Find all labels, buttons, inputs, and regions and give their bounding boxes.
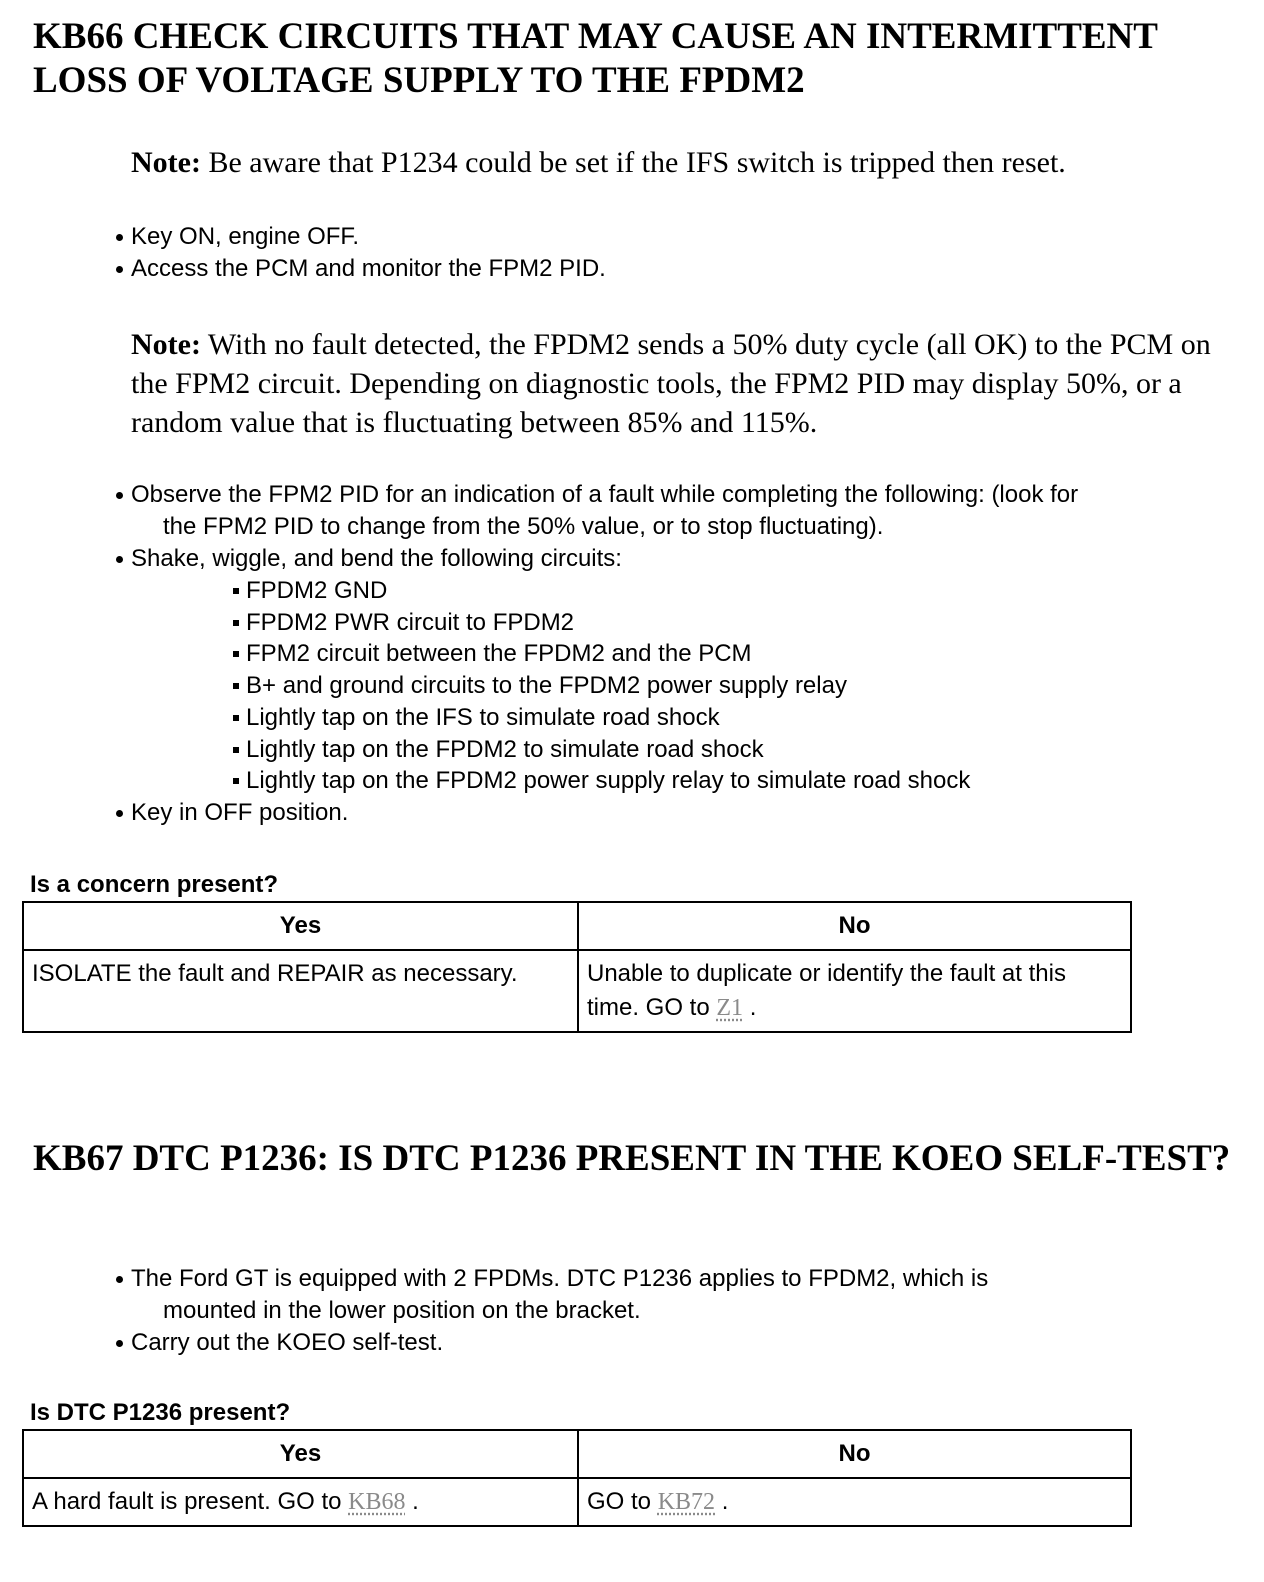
note-duty-cycle bbox=[131, 325, 1221, 442]
circuit-item: Lightly tap on the FPDM2 to simulate road shock bbox=[231, 734, 1233, 766]
yes-cell bbox=[23, 1478, 578, 1526]
observe-line-1: Observe the FPM2 PID for an indication of a fault while completing the following: (look for bbox=[131, 481, 1079, 508]
link-z1[interactable]: Z1 bbox=[716, 995, 744, 1021]
circuit-list bbox=[131, 575, 1233, 797]
list-item bbox=[113, 543, 1233, 797]
link-kb72[interactable]: KB72 bbox=[657, 1489, 716, 1515]
yes-header: Yes bbox=[23, 902, 578, 950]
no-cell-tail: . bbox=[743, 994, 757, 1021]
kb66-heading: KB66 CHECK CIRCUITS THAT MAY CAUSE AN INTERMITTENT LOSS OF VOLTAGE SUPPLY TO THE FPDM2 bbox=[33, 16, 1158, 101]
no-cell-tail: . bbox=[715, 1488, 729, 1515]
table-header-row bbox=[23, 902, 1131, 950]
kb67-heading: KB67 DTC P1236: IS DTC P1236 PRESENT IN THE KOEO SELF-TEST? bbox=[33, 1138, 1231, 1179]
no-cell-text: GO to bbox=[587, 1488, 658, 1515]
note-text: Be aware that P1234 could be set if the IFS switch is tripped then reset. bbox=[200, 146, 1066, 179]
list-item: Key in OFF position. bbox=[113, 797, 1233, 829]
circuit-item: Lightly tap on the IFS to simulate road shock bbox=[231, 702, 1233, 734]
kb66-steps-2 bbox=[113, 479, 1233, 829]
note-label: Note: bbox=[131, 328, 201, 361]
kb66-steps-1 bbox=[113, 221, 1233, 285]
circuit-item: FPM2 circuit between the FPDM2 and the PCM bbox=[231, 638, 1233, 670]
circuit-item: B+ and ground circuits to the FPDM2 power supply relay bbox=[231, 670, 1233, 702]
table-row bbox=[23, 1478, 1131, 1526]
note-text: With no fault detected, the FPDM2 sends a 50% duty cycle (all OK) to the PCM on the FPM2 circuit. Depending on diagnostic tools, the FPM2 PID may display 50%, or a random value that is fluctuating between 85% and 115%. bbox=[131, 328, 1211, 439]
table-header-row bbox=[23, 1430, 1131, 1478]
yes-header: Yes bbox=[23, 1430, 578, 1478]
list-item bbox=[113, 1263, 1233, 1327]
list-item bbox=[113, 479, 1233, 543]
concern-question: Is a concern present? bbox=[30, 871, 279, 898]
link-kb68[interactable]: KB68 bbox=[348, 1489, 406, 1515]
no-header: No bbox=[578, 902, 1131, 950]
concern-table bbox=[22, 901, 1132, 1033]
note-label: Note: bbox=[131, 146, 201, 179]
table-row bbox=[23, 950, 1131, 1032]
list-item: Carry out the KOEO self-test. bbox=[113, 1327, 1233, 1359]
dtc-table bbox=[22, 1429, 1132, 1527]
circuit-item: FPDM2 PWR circuit to FPDM2 bbox=[231, 607, 1233, 639]
no-cell bbox=[578, 950, 1131, 1032]
circuit-item: Lightly tap on the FPDM2 power supply relay to simulate road shock bbox=[231, 765, 1233, 797]
no-cell-text: Unable to duplicate or identify the fault at this time. GO to bbox=[587, 960, 1066, 1021]
yes-cell-tail: . bbox=[405, 1488, 419, 1515]
no-header: No bbox=[578, 1430, 1131, 1478]
ford-line-2: mounted in the lower position on the bracket. bbox=[163, 1297, 641, 1324]
dtc-question: Is DTC P1236 present? bbox=[30, 1399, 291, 1426]
kb67-steps bbox=[113, 1263, 1233, 1359]
list-item: Access the PCM and monitor the FPM2 PID. bbox=[113, 253, 1233, 285]
no-cell bbox=[578, 1478, 1131, 1526]
ford-line-1: The Ford GT is equipped with 2 FPDMs. DTC P1236 applies to FPDM2, which is bbox=[131, 1265, 989, 1292]
shake-text: Shake, wiggle, and bend the following circuits: bbox=[131, 545, 622, 572]
yes-cell-text: A hard fault is present. GO to bbox=[32, 1488, 349, 1515]
list-item: Key ON, engine OFF. bbox=[113, 221, 1233, 253]
yes-cell: ISOLATE the fault and REPAIR as necessary. bbox=[23, 950, 578, 1032]
note-ifs bbox=[131, 143, 1221, 182]
circuit-item: FPDM2 GND bbox=[231, 575, 1233, 607]
observe-line-2: the FPM2 PID to change from the 50% value, or to stop fluctuating). bbox=[163, 513, 884, 540]
